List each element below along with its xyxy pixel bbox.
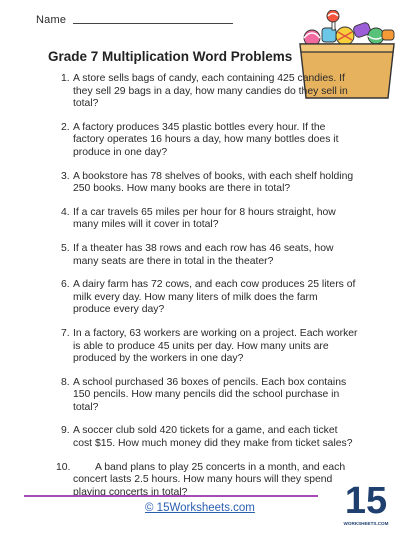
- problem-number: 9.: [61, 425, 70, 437]
- problem-item: [48, 122, 358, 160]
- brand-logo-icon: [343, 475, 389, 529]
- problem-item: [48, 207, 358, 232]
- problem-item: [48, 328, 358, 366]
- problem-text: In a factory, 63 workers are working on a project. Each worker is able to produce 45 units per day. How many units are produced by the workers in one day?: [73, 327, 358, 365]
- problem-number: 7.: [61, 327, 70, 339]
- problem-text: A school purchased 36 boxes of pencils. Each box contains 150 pencils. How many pencils did the school purchase in total?: [73, 376, 347, 413]
- problem-text: A bookstore has 78 shelves of books, with each shelf holding 250 books. How many books are there in total?: [73, 170, 354, 195]
- footer-divider: [24, 495, 318, 497]
- logo-number: 15: [344, 480, 388, 522]
- problem-number: 5.: [61, 242, 70, 254]
- problem-list: [48, 73, 358, 499]
- problem-item: [48, 377, 358, 415]
- footer-credit-link[interactable]: © 15Worksheets.com: [145, 502, 255, 514]
- page-title: Grade 7 Multiplication Word Problems: [48, 49, 293, 64]
- problem-number: 2.: [61, 121, 70, 133]
- problem-number: 3.: [61, 170, 70, 182]
- problem-number: 1.: [61, 73, 70, 84]
- problem-text: A dairy farm has 72 cows, and each cow produces 25 liters of milk every day. How many liters of milk does the farm produce every day?: [73, 279, 356, 316]
- name-blank-line: [73, 23, 233, 24]
- problem-number: 10.: [56, 461, 71, 473]
- problem-item: [48, 425, 358, 450]
- logo-subtext: WORKSHEETS.COM: [343, 521, 389, 526]
- problem-number: 4.: [61, 206, 70, 218]
- problem-item: [48, 171, 358, 196]
- name-label: Name: [36, 14, 67, 26]
- problem-number: 8.: [61, 376, 70, 388]
- problem-text: A soccer club sold 420 tickets for a game, and each ticket cost $15. How much money did they make from ticket sales?: [73, 425, 353, 450]
- problem-text: A store sells bags of candy, each containing 425 candies. If they sell 29 bags in a day, how many candies do they sell in total?: [73, 73, 348, 110]
- problem-text: A factory produces 345 plastic bottles every hour. If the factory operates 16 hours a day, how many bottles does it produce in one day?: [73, 121, 339, 158]
- problem-item: [48, 243, 358, 268]
- problem-item: [48, 279, 358, 317]
- name-field: [36, 14, 233, 26]
- problem-text: A band plans to play 25 concerts in a month, and each concert lasts 2.5 hours. How many hours will they spend playing concerts in total?: [73, 461, 346, 498]
- problem-number: 6.: [61, 279, 70, 291]
- problem-item: [48, 73, 358, 111]
- problem-text: If a theater has 38 rows and each row has 46 seats, how many seats are there in total in the theater?: [73, 242, 334, 267]
- problem-item: [48, 462, 358, 500]
- problem-text: If a car travels 65 miles per hour for 8 hours straight, how many miles will it cover in total?: [73, 206, 336, 231]
